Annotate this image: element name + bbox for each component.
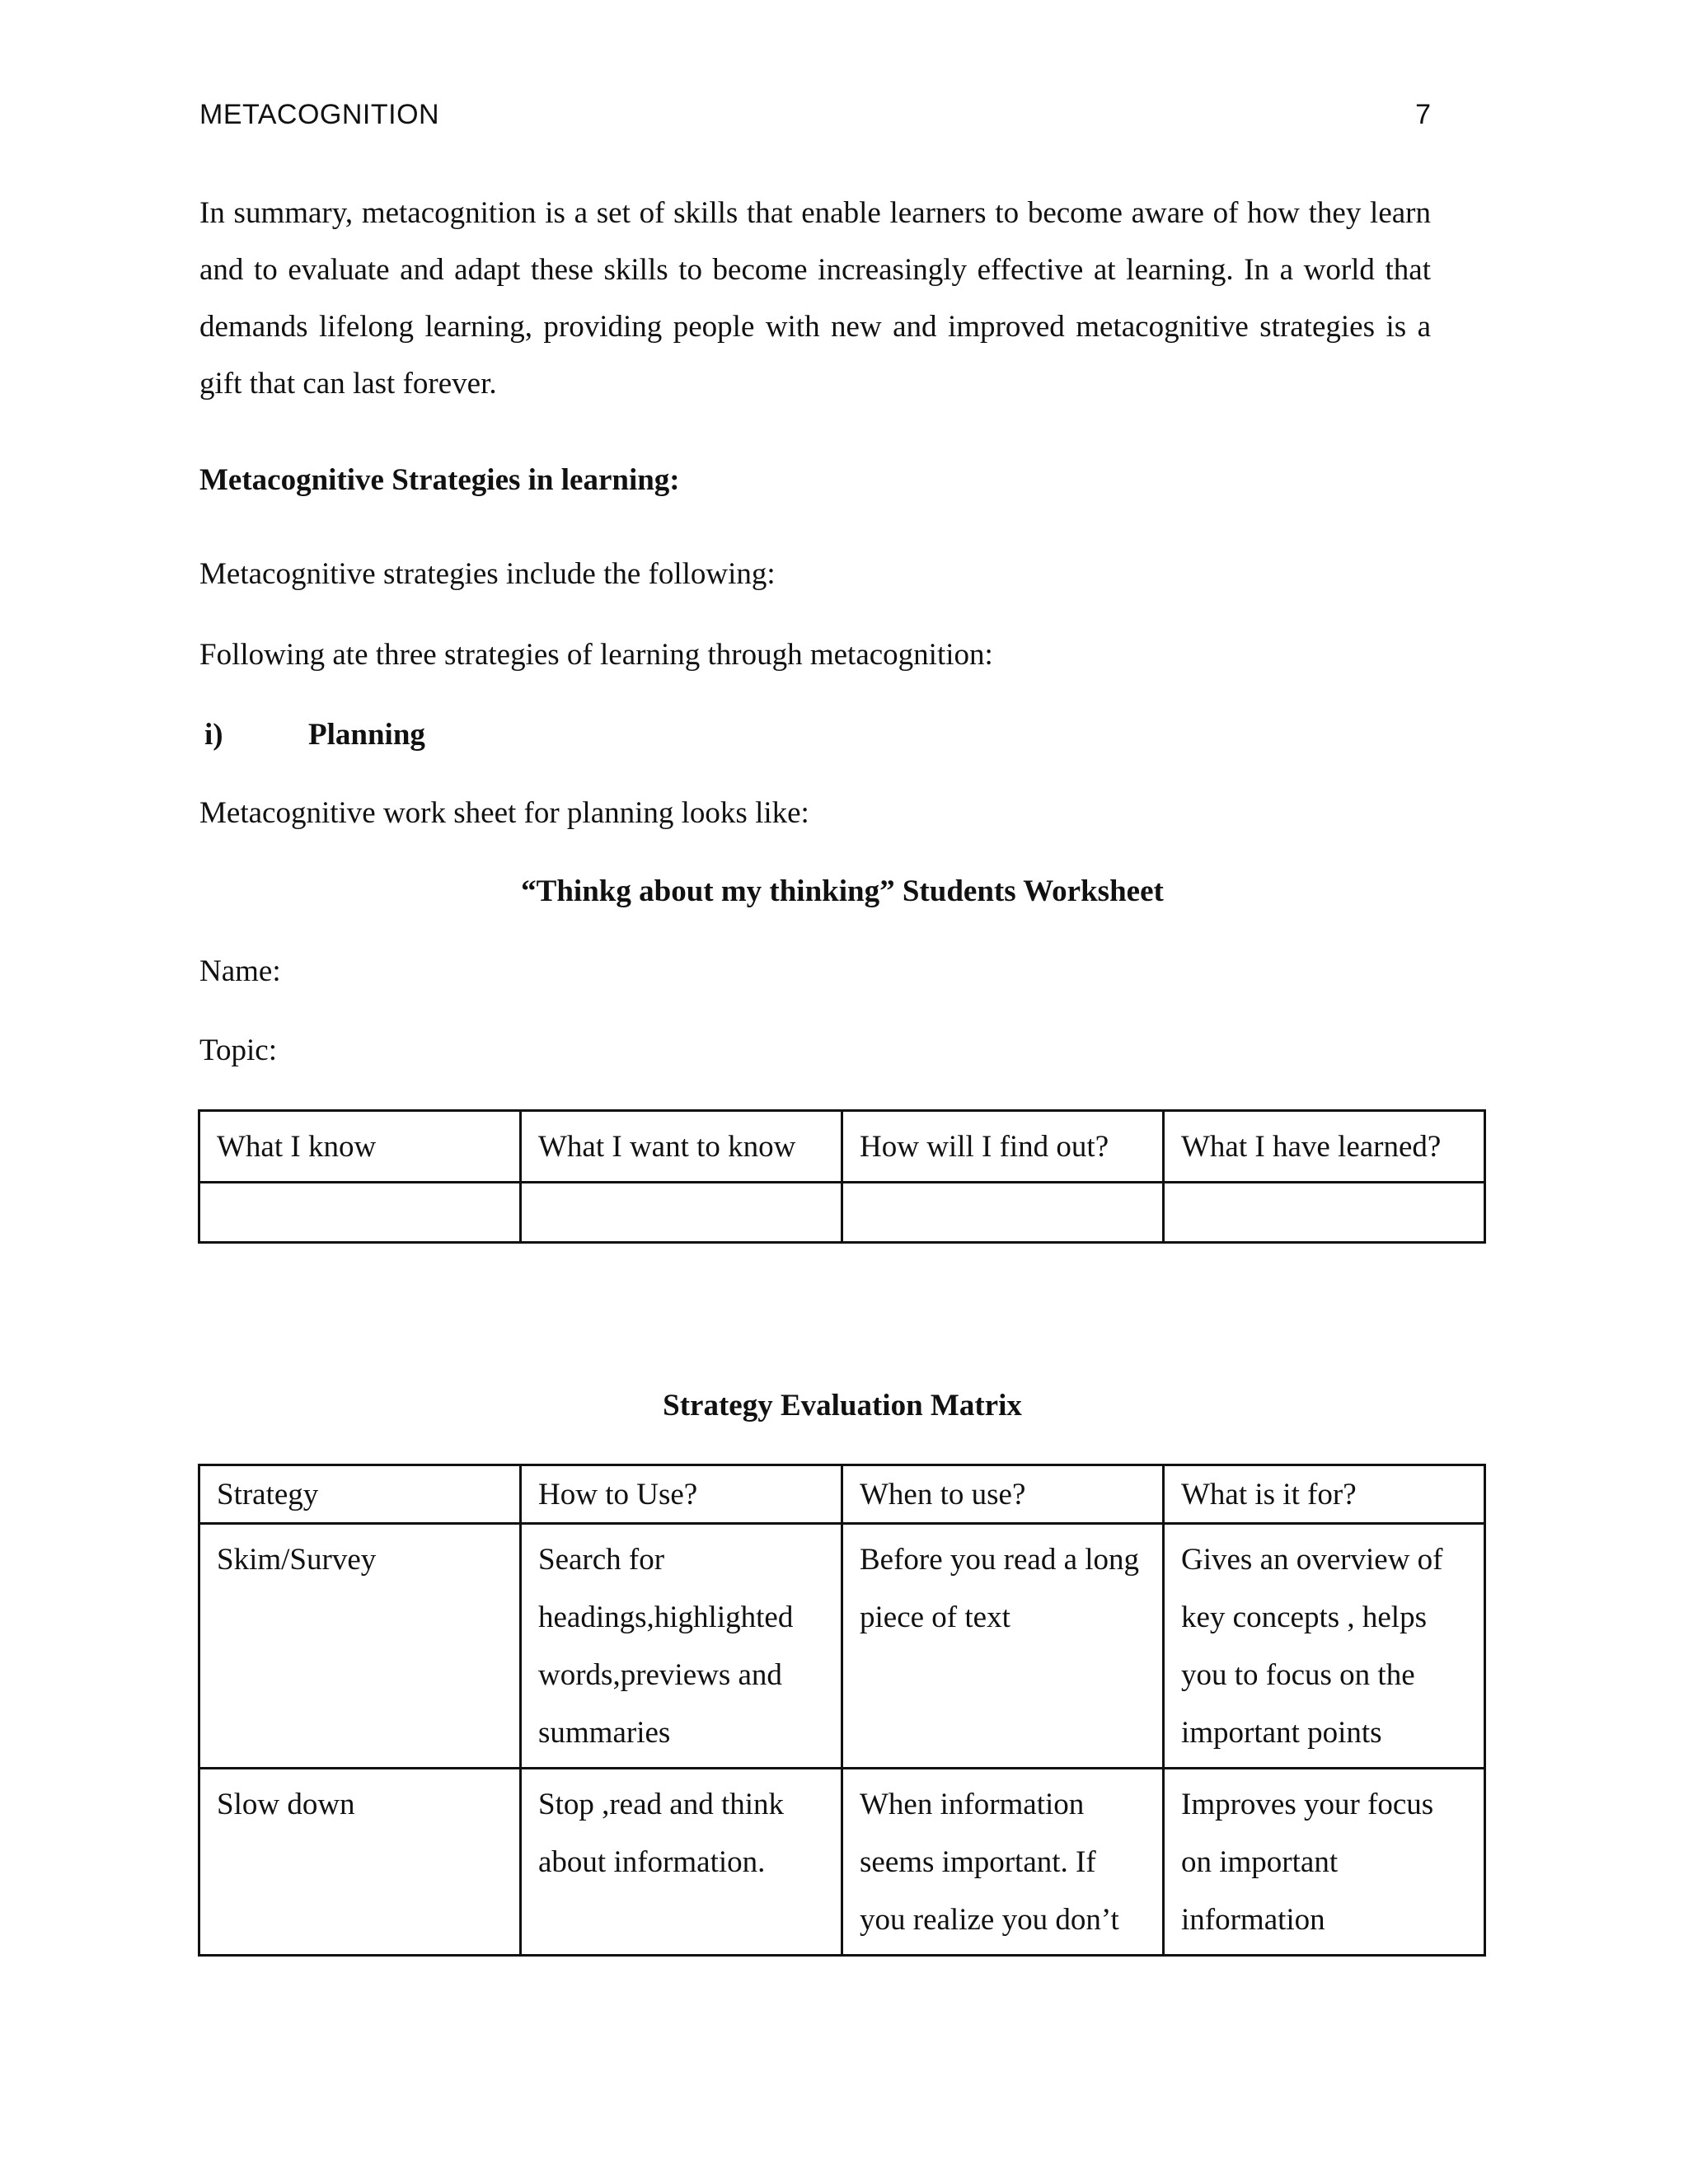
table-cell: When information seems important. If you realize you don’t	[842, 1769, 1164, 1956]
section-heading: Metacognitive Strategies in learning:	[199, 463, 680, 497]
list-item-title: Planning	[308, 718, 425, 752]
table-row	[199, 1183, 1485, 1243]
table-cell: Stop ,read and think about information.	[521, 1769, 842, 1956]
intro-line-2: Following ate three strategies of learning through metacognition:	[199, 638, 993, 672]
table-header-cell: What I know	[199, 1111, 521, 1183]
summary-paragraph: In summary, metacognition is a set of skills that enable learners to become aware of how they learn and to evaluate and adapt these skills to become increasingly effective at learning. In a world that demands lifelong learning, providing people with new and improved metacognitive strategies is a gift that can last forever.	[199, 196, 1431, 401]
matrix-title: Strategy Evaluation Matrix	[663, 1389, 1022, 1422]
list-item-planning	[199, 710, 425, 760]
table-row	[199, 1524, 1485, 1769]
name-label: Name:	[199, 954, 281, 988]
kwl-table	[198, 1109, 1486, 1244]
table-row	[199, 1465, 1485, 1524]
table-header-cell: What I have learned?	[1164, 1111, 1485, 1183]
list-item-number: i)	[204, 718, 223, 752]
table-cell: Improves your focus on important information	[1164, 1769, 1485, 1956]
strategy-matrix-table	[198, 1464, 1486, 1957]
table-cell: Skim/Survey	[199, 1524, 521, 1769]
topic-label: Topic:	[199, 1033, 277, 1067]
table-cell: Before you read a long piece of text	[842, 1524, 1164, 1769]
table-row	[199, 1769, 1485, 1956]
table-header-cell: How to Use?	[521, 1465, 842, 1524]
table-row	[199, 1111, 1485, 1183]
table-cell-empty	[199, 1183, 521, 1243]
worksheet-intro: Metacognitive work sheet for planning looks like:	[199, 796, 809, 830]
table-cell-empty	[1164, 1183, 1485, 1243]
table-header-cell: Strategy	[199, 1465, 521, 1524]
page-number: 7	[1415, 99, 1431, 130]
running-title: METACOGNITION	[199, 99, 440, 130]
table-cell: Slow down	[199, 1769, 521, 1956]
table-cell-empty	[521, 1183, 842, 1243]
table-header-cell: What is it for?	[1164, 1465, 1485, 1524]
intro-line-1: Metacognitive strategies include the following:	[199, 557, 776, 591]
table-cell-empty	[842, 1183, 1164, 1243]
table-cell: Gives an overview of key concepts , helps you to focus on the important points	[1164, 1524, 1485, 1769]
table-header-cell: How will I find out?	[842, 1111, 1164, 1183]
table-header-cell: What I want to know	[521, 1111, 842, 1183]
worksheet-title: “Thinkg about my thinking” Students Worksheet	[521, 874, 1164, 908]
table-header-cell: When to use?	[842, 1465, 1164, 1524]
table-cell: Search for headings,highlighted words,previews and summaries	[521, 1524, 842, 1769]
